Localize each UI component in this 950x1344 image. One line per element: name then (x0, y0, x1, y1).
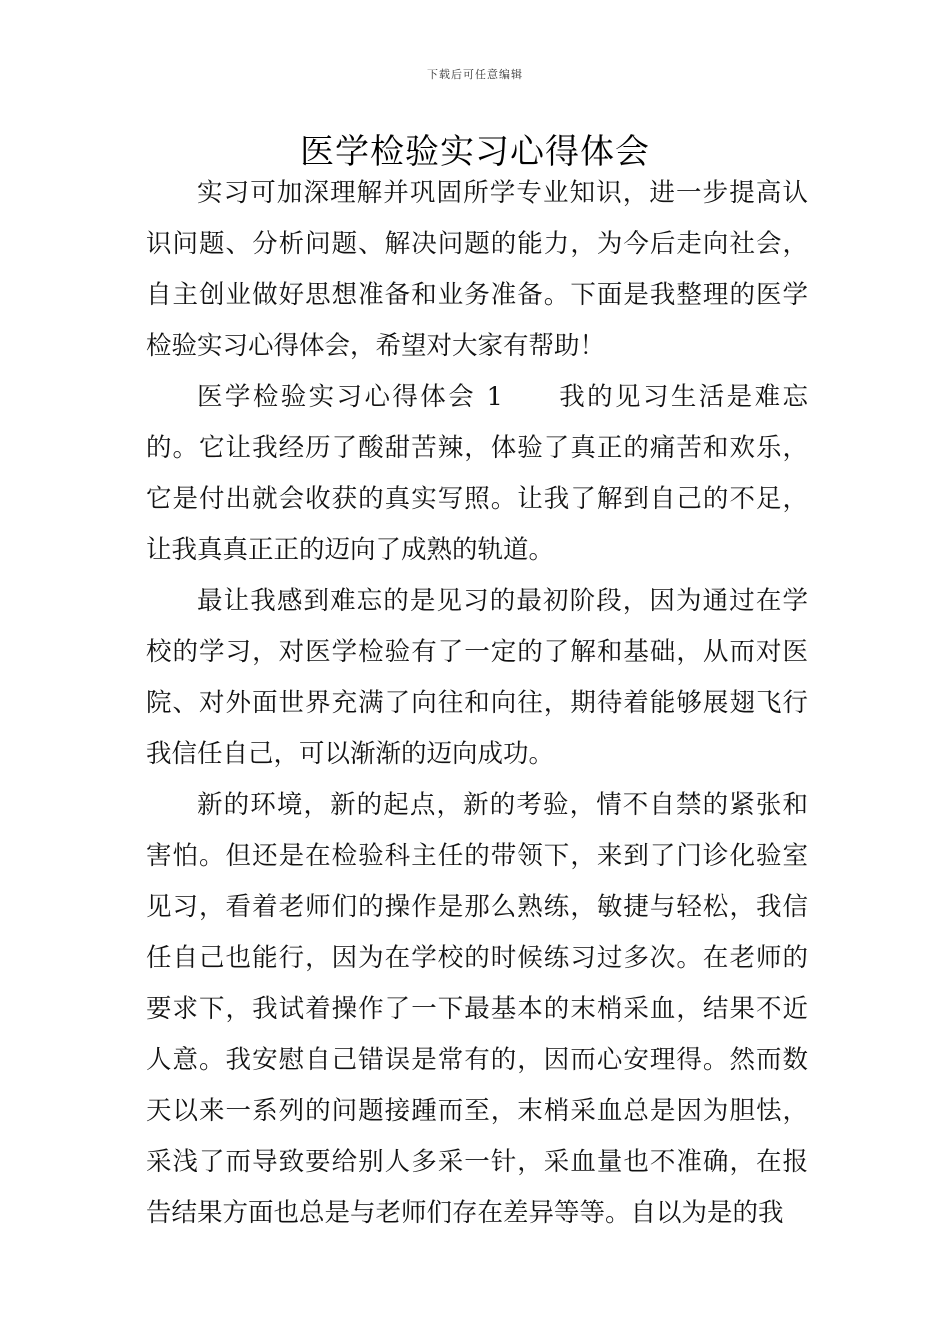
document-body (146, 168, 808, 1239)
intro-paragraph: 实习可加深理解并巩固所学专业知识，进一步提高认识问题、分析问题、解决问题的能力，为今后走向社会，自主创业做好思想准备和业务准备。下面是我整理的医学检验实习心得体会，希望对大家有帮助！ (146, 178, 808, 361)
section-1-paragraph (146, 372, 808, 576)
body-paragraph-3: 新的环境，新的起点，新的考验，情不自禁的紧张和害怕。但还是在检验科主任的带领下，来到了门诊化验室见习，看着老师们的操作是那么熟练，敏捷与轻松，我信任自己也能行，因为在学校的时候练习过多次。在老师的要求下，我试着操作了一下最基本的末梢采血，结果不近人意。我安慰自己错误是常有的，因而心安理得。然而数天以来一系列的问题接踵而至，末梢采血总是因为胆怯，采浅了而导致要给别人多采一针，采血量也不准确，在报告结果方面也总是与老师们存在差异等等。自以为是的我 (146, 790, 808, 1228)
section-1-text: 我的见习生活是难忘的。它让我经历了酸甜苦辣，体验了真正的痛苦和欢乐，它是付出就会收获的真实写照。让我了解到自己的不足，让我真真正正的迈向了成熟的轨道。 (146, 382, 808, 565)
section-1-label: 医学检验实习心得体会 1 (197, 382, 503, 412)
body-paragraph-2: 最让我感到难忘的是见习的最初阶段，因为通过在学校的学习，对医学检验有了一定的了解和基础，从而对医院、对外面世界充满了向往和向往，期待着能够展翅飞行我信任自己，可以渐渐的迈向成功。 (146, 586, 808, 769)
header-note: 下载后可任意编辑 (427, 68, 523, 81)
document-title: 医学检验实习心得体会 (300, 132, 650, 172)
